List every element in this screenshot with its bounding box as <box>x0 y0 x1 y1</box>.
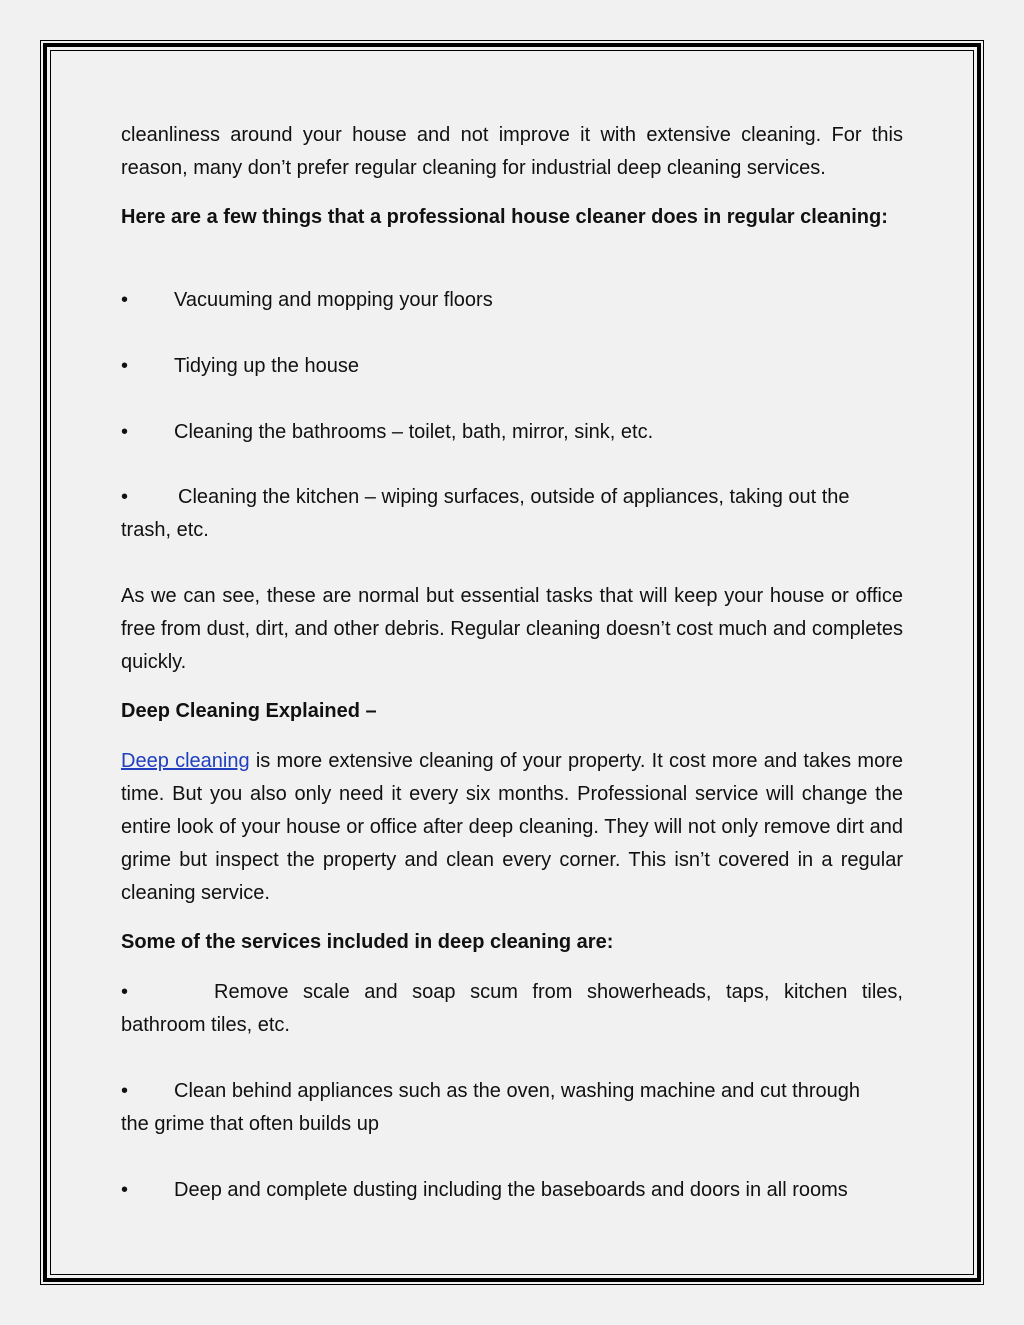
list-item-text: trash, etc. <box>121 519 209 541</box>
deep-cleaning-paragraph-text: is more extensive cleaning of your property. It cost more and takes more time. But you also only need it every six months. Professional service will change the entire look of your house or office after deep cleaning. They will not only remove dirt and grime but inspect the property and clean every corner. This isn’t covered in a regular cleaning service. <box>121 750 903 904</box>
list-item-text: Deep and complete dusting including the baseboards and doors in all rooms <box>174 1179 848 1201</box>
list-item-continuation <box>121 514 903 547</box>
list-item-text: Cleaning the bathrooms – toilet, bath, mirror, sink, etc. <box>174 421 654 443</box>
bullet-icon: • <box>121 1179 129 1201</box>
list-item-text: Vacuuming and mopping your floors <box>174 289 493 311</box>
list-item <box>121 416 903 449</box>
deep-services-heading: Some of the services included in deep cleaning are: <box>121 931 614 953</box>
intro-paragraph: cleanliness around your house and not improve it with extensive cleaning. For this reason, many don’t prefer regular cleaning for industrial deep cleaning services. <box>121 124 903 179</box>
regular-cleaning-heading: Here are a few things that a professional house cleaner does in regular cleaning: <box>121 206 888 228</box>
list-item-text: bathroom tiles, etc. <box>121 1014 290 1036</box>
list-item-text: Tidying up the house <box>174 355 359 377</box>
list-item-continuation <box>121 1108 903 1141</box>
list-item-continuation <box>121 1009 903 1042</box>
list-item <box>121 1075 903 1108</box>
deep-cleaning-heading: Deep Cleaning Explained – <box>121 700 377 722</box>
deep-cleaning-link[interactable]: Deep cleaning <box>121 750 250 772</box>
regular-summary-paragraph: As we can see, these are normal but essential tasks that will keep your house or office free from dust, dirt, and other debris. Regular cleaning doesn’t cost much and completes quickly. <box>121 585 903 673</box>
list-item <box>121 481 903 514</box>
list-item-text: Cleaning the kitchen – wiping surfaces, outside of appliances, taking out the <box>178 486 850 508</box>
list-item <box>121 976 903 1009</box>
list-item-text: Clean behind appliances such as the oven, washing machine and cut through <box>174 1080 861 1102</box>
bullet-icon: • <box>121 981 129 1003</box>
bullet-icon: • <box>121 1080 129 1102</box>
list-item <box>121 1174 903 1207</box>
list-item <box>121 350 903 383</box>
list-item-text: the grime that often builds up <box>121 1113 379 1135</box>
bullet-icon: • <box>121 421 129 443</box>
list-item <box>121 284 903 317</box>
bullet-icon: • <box>121 486 129 508</box>
bullet-icon: • <box>121 355 129 377</box>
list-item-text: Remove scale and soap scum from showerheads, taps, kitchen tiles, <box>214 981 903 1003</box>
bullet-icon: • <box>121 289 129 311</box>
deep-cleaning-paragraph <box>121 745 903 910</box>
